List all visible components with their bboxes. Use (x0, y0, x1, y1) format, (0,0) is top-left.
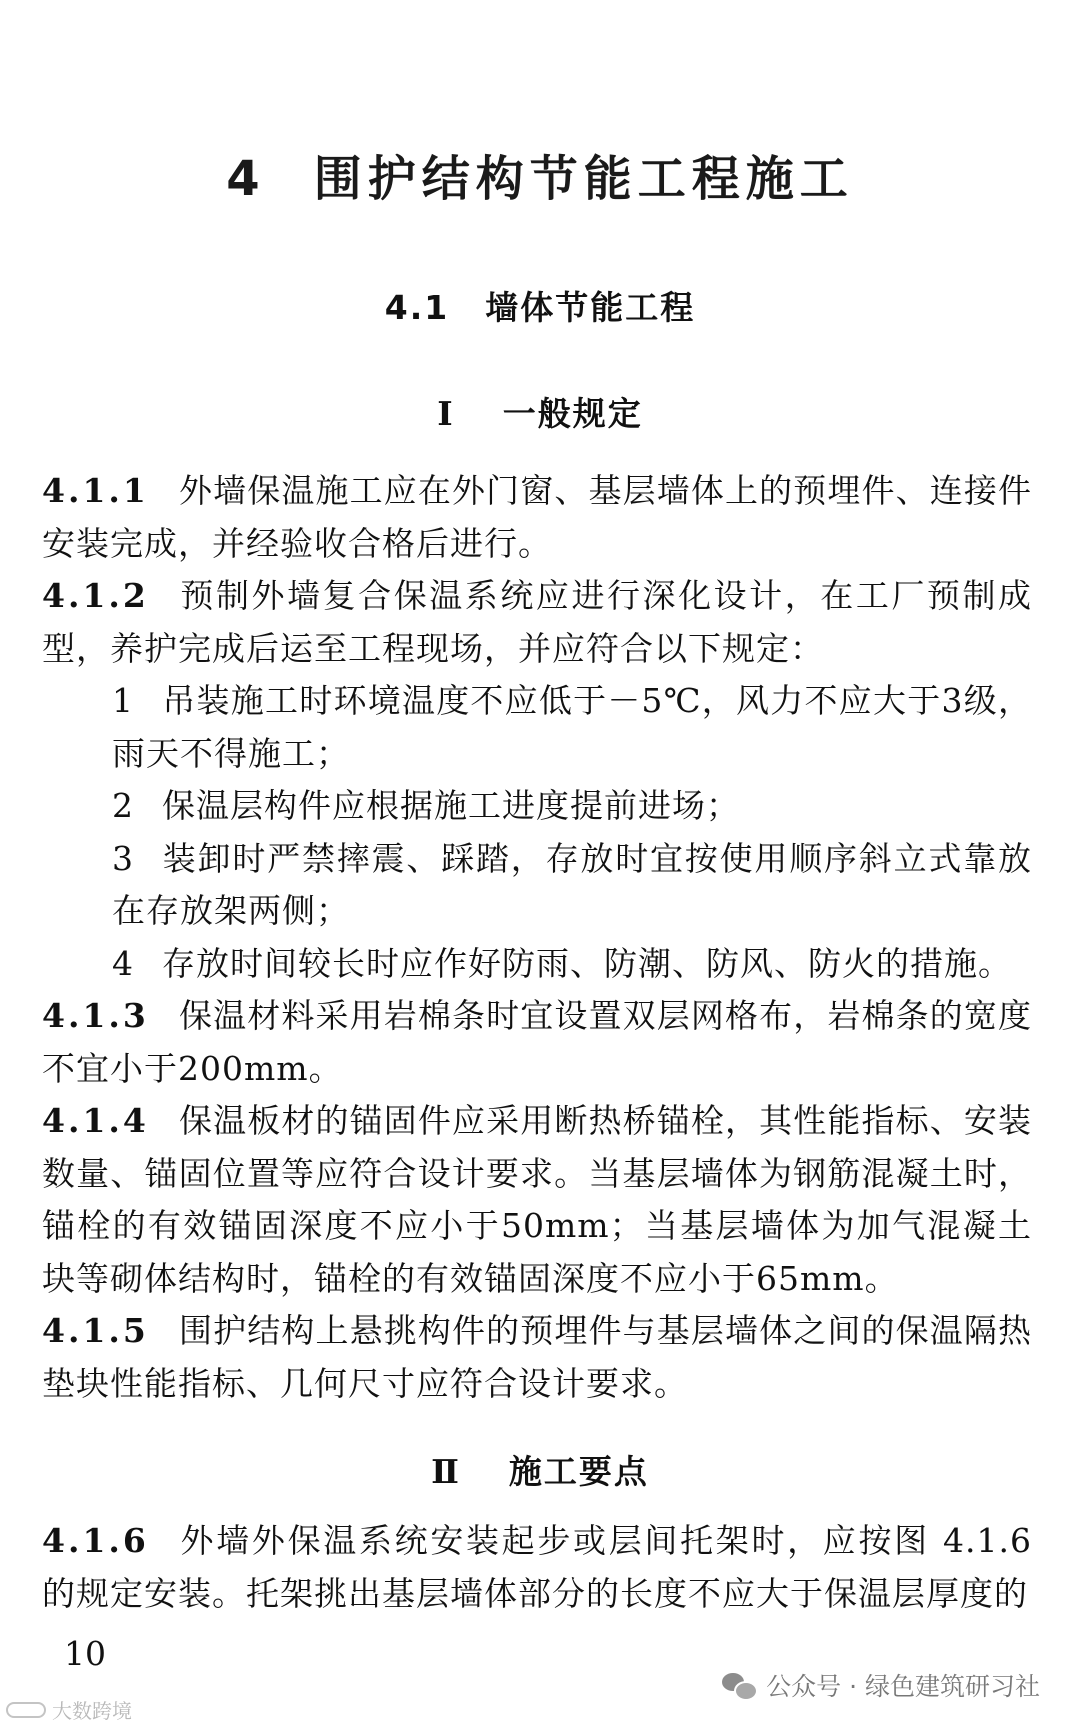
clause-4-1-2 (42, 570, 1032, 675)
clause-4-1-3 (42, 990, 1032, 1095)
item-number: 1 (112, 681, 134, 720)
chapter-title (0, 140, 1080, 209)
subsection-number: Ⅱ (431, 1452, 461, 1491)
section-title-text: 墙体节能工程 (485, 288, 696, 327)
sohu-watermark (6, 1695, 132, 1724)
sohu-icon (6, 1702, 46, 1718)
clause-number: 4.1.4 (42, 1101, 149, 1140)
item-number: 2 (112, 786, 134, 825)
clause-number: 4.1.5 (42, 1311, 149, 1350)
item-text: 保温层构件应根据施工进度提前进场； (162, 786, 740, 825)
item-number: 4 (112, 943, 134, 983)
subsection-title-text: 施工要点 (508, 1452, 649, 1491)
subsection-title-text: 一般规定 (502, 394, 643, 433)
clause-4-1-5 (42, 1305, 1032, 1410)
clause-4-1-6 (42, 1515, 1032, 1620)
clause-item (42, 780, 1032, 833)
clause-4-1-1 (42, 465, 1032, 570)
subsection-title-general (0, 388, 1080, 435)
section-number: 4.1 (384, 288, 450, 327)
body-text-general (42, 465, 1032, 1410)
item-text: 吊装施工时环境温度不应低于－5℃，风力不应大于3级，雨天不得施工； (112, 681, 1032, 773)
section-title (0, 282, 1080, 329)
body-text-construction (42, 1515, 1032, 1620)
clause-item (42, 675, 1032, 780)
item-number: 3 (112, 838, 134, 878)
subsection-number: Ⅰ (437, 394, 455, 433)
chapter-number: 4 (226, 151, 266, 207)
clause-text: 外墙保温施工应在外门窗、基层墙体上的预埋件、连接件安装完成，并经验收合格后进行。 (42, 471, 1032, 563)
clause-number: 4.1.2 (42, 576, 149, 615)
clause-item (42, 833, 1032, 938)
clause-item (42, 938, 1032, 991)
clause-number: 4.1.3 (42, 996, 149, 1035)
clause-number: 4.1.1 (42, 471, 149, 510)
sohu-watermark-text: 大数跨境 (52, 1699, 132, 1723)
wechat-icon (722, 1671, 756, 1699)
clause-text: 围护结构上悬挑构件的预埋件与基层墙体之间的保温隔热垫块性能指标、几何尺寸应符合设计要求。 (42, 1311, 1032, 1403)
clause-text: 预制外墙复合保温系统应进行深化设计，在工厂预制成型，养护完成后运至工程现场，并应符合以下规定： (42, 576, 1032, 668)
page-number: 10 (64, 1634, 106, 1673)
clause-4-1-4 (42, 1095, 1032, 1305)
clause-text: 外墙外保温系统安装起步或层间托架时，应按图 4.1.6 的规定安装。托架挑出基层墙体部分的长度不应大于保温层厚度的 (42, 1521, 1032, 1613)
clause-text: 保温材料采用岩棉条时宜设置双层网格布，岩棉条的宽度不宜小于200mm。 (42, 996, 1032, 1088)
item-text: 存放时间较长时应作好防雨、防潮、防风、防火的措施。 (162, 943, 1012, 983)
subsection-title-construction (0, 1446, 1080, 1493)
clause-number: 4.1.6 (42, 1521, 149, 1560)
clause-text: 保温板材的锚固件应采用断热桥锚栓，其性能指标、安装数量、锚固位置等应符合设计要求。当基层墙体为钢筋混凝土时，锚栓的有效锚固深度不应小于50mm；当基层墙体为加气混凝土块等砌体结构时，锚栓的有效锚固深度不应小于65mm。 (42, 1101, 1032, 1298)
wechat-watermark-text: 公众号 · 绿色建筑研习社 (766, 1672, 1040, 1701)
chapter-title-text: 围护结构节能工程施工 (313, 151, 854, 207)
item-text: 装卸时严禁摔震、踩踏，存放时宜按使用顺序斜立式靠放在存放架两侧； (112, 838, 1032, 930)
wechat-watermark (722, 1667, 1040, 1703)
